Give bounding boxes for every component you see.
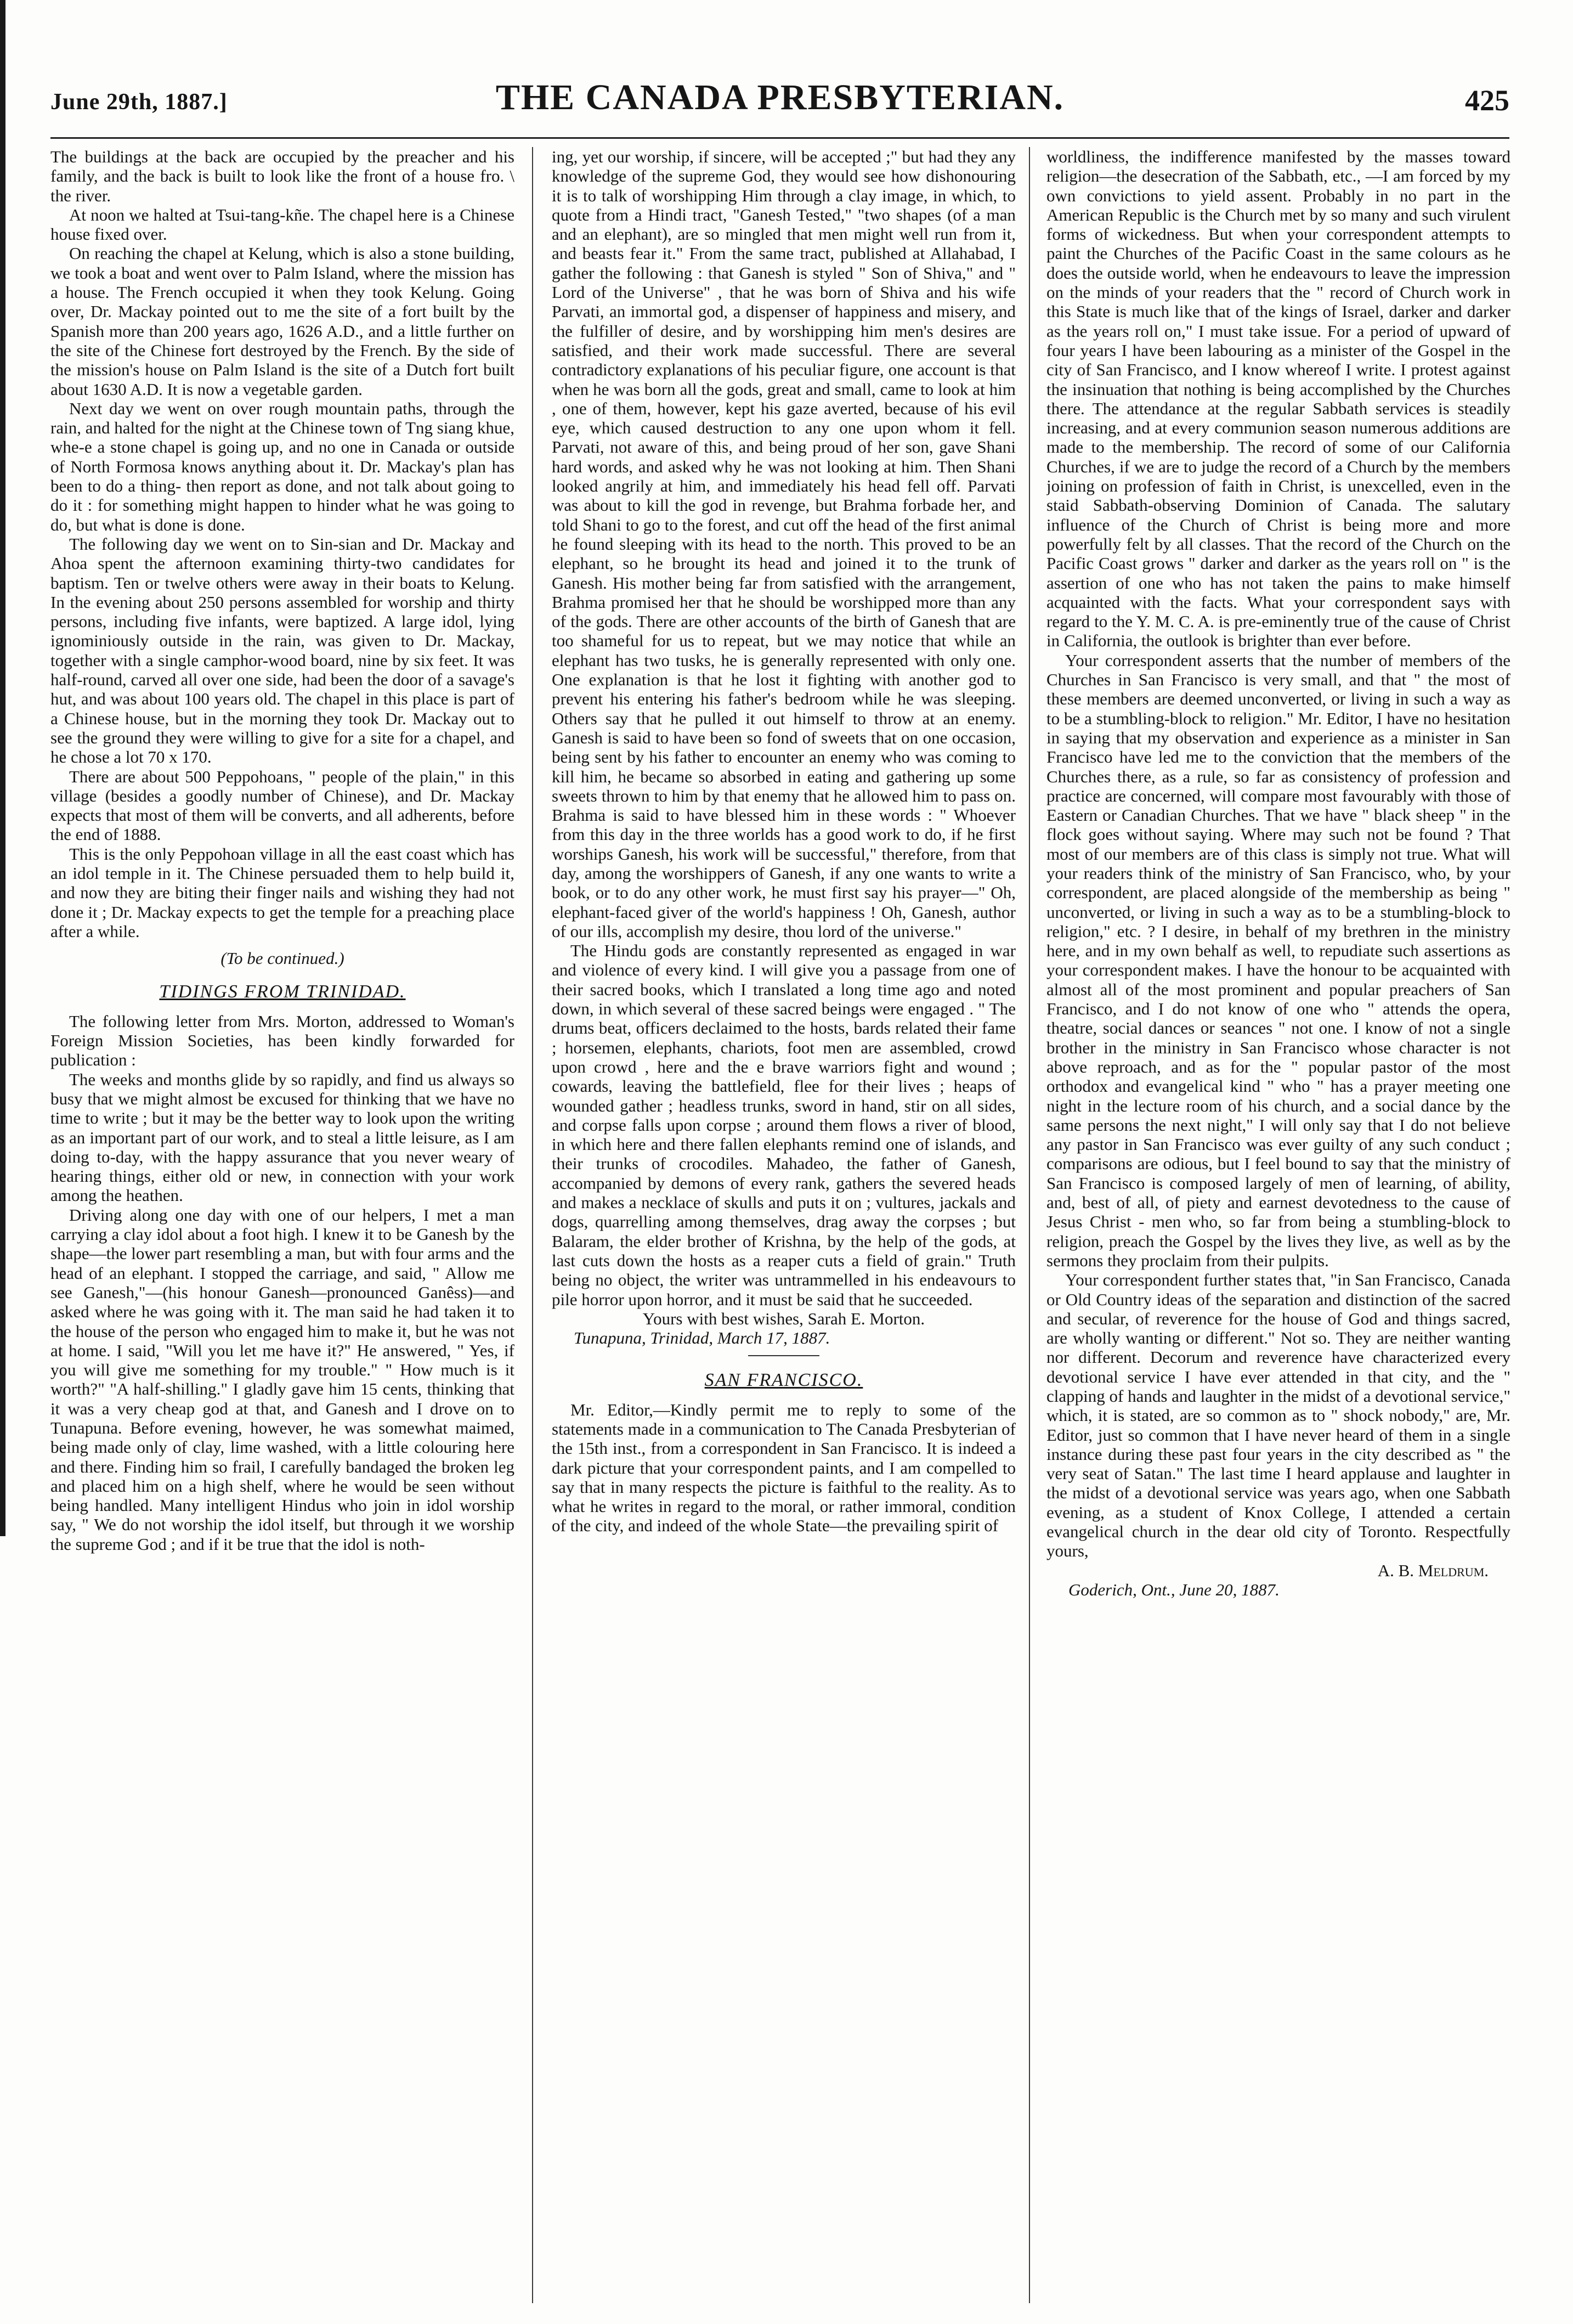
paragraph: Next day we went on over rough mountain paths, through the rain, and halted for the night at the Chinese town of Tng siang khue, whe-e a stone chapel is going up, and no one in Canada or outside of North Formosa knows anything about it. Dr. Mackay's plan has been to do a thing- then report as done, and not talk about going to do it : for something might happen to hinder what he was going to do, but what is done is done. [50, 398, 514, 534]
newspaper-title: THE CANADA PRESBYTERIAN. [495, 77, 1065, 117]
section-rule [748, 1355, 819, 1356]
paragraph: The following day we went on to Sin-sian and Dr. Mackay and Ahoa spent the afternoon examining thirty-two candidates for baptism. Ten or twelve others were away in their boats to Kelung. In the evening about 250 persons assembled for worship and thirty persons, including five infants, were baptized. A large idol, lying ignominiously outside in the rain, was given to Dr. Mackay, together with a single camphor-wood board, nine by six feet. It was half-round, carved all over one side, had been the door of a savage's hut, and was about 100 years old. The chapel in this place is part of a Chinese house, but in the morning they took Dr. Mackay out to see the ground they were willing to give for a site for a chapel, and he chose a lot 70 x 170. [50, 534, 514, 767]
paragraph: The Hindu gods are constantly represented as engaged in war and violence of every kind. I will give you a passage from one of their sacred books, which I translated a long time ago and noted down, in which several of these sacred beings were engaged . " The drums beat, officers declaimed to the hosts, bards related their fame ; horsemen, elephants, chariots, foot men are assembled, crowd upon crowd , here and the e brave warriors fight and wound ; cowards, leaving the battlefield, flee for their lives ; heaps of wounded gather ; headless trunks, sword in hand, stir on all sides, and corpse falls upon corpse ; around them flows a river of blood, in which here and there fallen elephants remind one of islands, and their trunks of crocodiles. Mahadeo, the father of Ganesh, accompanied by demons of every rank, gathers the severed heads and makes a necklace of skulls and puts it on ; vultures, jackals and dogs, quarrelling among themselves, drag away the corpses ; but Balaram, the elder brother of Krishna, by the help of the gods, at last cuts down the hosts as a reaper cuts a field of grain." Truth being no object, the writer was untrammelled in his endeavours to pile horror upon horror, and it must be said that he succeeded. [552, 941, 1016, 1309]
paragraph: Your correspondent asserts that the number of members of the Churches in San Francisco is very small, and that " the most of these members are deemed unconverted, or living in such a way as to be a stumbling-block to religion." Mr. Editor, I have no hesitation in saying that my observation and experience as a minister in San Francisco have led me to the conviction that the members of the Churches there, as a rule, so far as consistency of profession and practice are concerned, will compare most favourably with those of Eastern or Canadian Churches. That we have " black sheep " in the flock goes without saying. Where may such not be found ? That most of our members are of this class is simply not true. What will your readers think of the ministry of San Francisco, who, by your correspondent, are placed alongside of the membership as being " unconverted, or living in such a way as to be a stumbling-block to religion," etc. ? I desire, in behalf of my brethren in the ministry here, and in my own behalf as well, to repudiate such assertions as your correspondent makes. I have the honour to be acquainted with almost all of the most prominent and popular preachers of San Francisco, and I do not know of one who " attends the opera, theatre, social dances or seances " not one. I know of not a single brother in the ministry in San Francisco whose character is not above reproach, and as for the " popular pastor of the most orthodox and evangelical kind " who " has a prayer meeting one night in the lecture room of his church, and a social dance by the same persons the next night," I will only say that I do not believe any pastor in San Francisco was ever guilty of any such conduct ; comparisons are odious, but I feel bound to say that the ministry of San Francisco is composed largely of men of learning, of ability, and, best of all, of piety and earnest devotedness to the cause of Jesus Christ - men who, so far from being a stumbling-block to religion, preach the Gospel by the lives they live, as well as by the sermons they proclaim from their pulpits. [1046, 650, 1510, 1270]
column-3 [1046, 147, 1510, 2287]
article-heading-san-francisco: SAN FRANCISCO. [704, 1370, 863, 1391]
paragraph: This is the only Peppohoan village in all the east coast which has an idol temple in it. The Chinese persuaded them to help build it, and now they are biting their finger nails and wishing they had not done it ; Dr. Mackay expects to get the temple for a preaching place after a while. [50, 844, 514, 941]
paragraph: Mr. Editor,—Kindly permit me to reply to some of the statements made in a communication to The Canada Presbyterian of the 15th inst., from a correspondent in San Francisco. It is indeed a dark picture that your correspondent paints, and I am compelled to say that in many respects the picture is faithful to the reality. As to what he writes in regard to the moral, or rather immoral, condition of the city, and indeed of the whole State—the prevailing spirit of [552, 1400, 1016, 1536]
page-header [50, 71, 1509, 137]
paragraph: ing, yet our worship, if sincere, will be accepted ;" but had they any knowledge of the supreme God, they would see how dishonouring it is to talk of worshipping Him through a clay image, in which, to quote from a Hindi tract, "Ganesh Tested," "two shapes (of a man and an elephant), are so mingled that men might well run from it, and beasts fear it." From the same tract, published at Allahabad, I gather the following : that Ganesh is styled " Son of Shiva," and " Lord of the Universe" , that he was born of Shiva and his wife Parvati, an immortal god, a dispenser of happiness and misery, and the fulfiller of desire, and by worshipping him men's desires are satisfied, and their work made successful. There are several contradictory explanations of his peculiar figure, one account is that when he was born all the gods, great and small, came to look at him , one of them, however, kept his gaze averted, because of his evil eye, which caused destruction to any one upon whom it fell. Parvati, not aware of this, and being proud of her son, gave Shani hard words, and asked why he was not looking at him. Then Shani looked angrily at him, and immediately his head fell off. Parvati was about to kill the god in revenge, but Brahma forbade her, and told Shani to go to the forest, and cut off the head of the first animal he found sleeping with its head to the north. This proved to be an elephant, so he brought its head and joined it to the trunk of Ganesh. His mother being far from satisfied with the arrangement, Brahma promised her that he should be worshipped more than any of the gods. There are other accounts of the birth of Ganesh that are too shameful for us to repeat, but we may notice that while an elephant has two tusks, he is generally represented with only one. One explanation is that he lost it fighting with another god to prevent his entering his father's bedroom while he was sleeping. Others say that he pulled it out himself to throw at an enemy. Ganesh is said to have been so fond of sweets that on one occasion, being sent by his father to encounter an enemy who was coming to kill him, he became so absorbed in eating and gathering up some sweets thrown to him by that enemy that he allowed him to pass on. Brahma is said to have blessed him in these words : " Whoever from this day in the three worlds has a good work to do, if he first worships Ganesh, his work will be successful," therefore, from that day, among the worshippers of Ganesh, if any one wants to write a book, or to do any other work, he must first say his prayer—" Oh, elephant-faced giver of the world's happiness ! Oh, Ganesh, author of our ills, accomplish my desire, thou lord of the universe." [552, 147, 1016, 941]
paragraph: There are about 500 Peppohoans, " people of the plain," in this village (besides a goodly number of Chinese), and Dr. Mackay expects that most of them will be converts, and all adherents, before the end of 1888. [50, 766, 514, 844]
letter-place-date: Goderich, Ont., June 20, 1887. [1068, 1580, 1280, 1599]
paragraph: worldliness, the indifference manifested by the masses toward religion—the desecration of the Sabbath, etc., —I am forced by my own convictions to yield assent. Probably in no part in the American Republic is the Church met by so many and such virulent forms of wickedness. But when your correspondent attempts to paint the Churches of the Pacific Coast in the same colours as he does the outside world, when he endeavours to leave the impression on the minds of your readers that the " record of Church work in this State is much like that of the kings of Israel, darker and darker as the years roll on," I must take issue. For a period of upward of four years I have been labouring as a minister of the Gospel in the city of San Francisco, and I know whereof I write. I protest against the insinuation that nothing is being accomplished by the Churches there. The attendance at the regular Sabbath services is steadily increasing, and at every communion season numerous additions are made to the membership. The record of some of our California Churches, if we are to judge the record of a Church by the members joining on profession of faith in Christ, is unexcelled, even in the staid Sabbath-observing Dominion of Canada. The salutary influence of the Church of Christ is being more and more powerfully felt by all classes. That the record of the Church on the Pacific Coast grows " darker and darker as the years roll on " is the assertion of one who has not taken the pains to make himself acquainted with the facts. What your correspondent says with regard to the Y. M. C. A. is pre-eminently true of the cause of Christ in California, the outlook is brighter than ever before. [1046, 147, 1510, 651]
issue-date: June 29th, 1887.] [50, 89, 228, 115]
paragraph: Your correspondent further states that, "in San Francisco, Canada or Old Country ideas of the separation and distinction of the sacred and secular, of reverence for the house of God and things sacred, are wholly wanting or different." Not so. They are neither wanting nor different. Decorum and reverence have characterized every devotional service I have ever attended in that city, and the " clapping of hands and laughter in the midst of a devotional service," which, it is stated, are so common as to " shock nobody," are, Mr. Editor, just so common that I have never heard of them in a single instance during these past four years in the city described as " the very seat of Satan." The last time I heard applause and laughter in the midst of a devotional service was years ago, when one Sabbath evening, as a student of Knox College, I attended a certain evangelical church in the dear old city of Toronto. Respectfully yours, [1046, 1270, 1510, 1561]
paragraph: The buildings at the back are occupied by the preacher and his family, and the back is built to look like the front of a house fro. \ the river. [50, 147, 514, 205]
letter-place-date: Tunapuna, Trinidad, March 17, 1887. [574, 1328, 830, 1348]
column-divider [1029, 147, 1030, 2303]
column-divider [532, 147, 533, 2303]
letter-closing: Yours with best wishes, Sarah E. Morton. [642, 1308, 925, 1328]
paragraph: At noon we halted at Tsui-tang-kñe. The chapel here is a Chinese house fixed over. [50, 205, 514, 244]
paragraph: Driving along one day with one of our helpers, I met a man carrying a clay idol about a foot high. I knew it to be Ganesh by the shape—the lower part resembling a man, but with four arms and the head of an elephant. I stopped the carriage, and said, " Allow me see Ganesh,"—(his honour Ganesh—pronounced Ganêss)—and asked where he was going with it. The man said he had taken it to the house of the person who engaged him to make it, but he was not at home. I said, "Will you let me have it?" He answered, " Yes, if you will give me something for my trouble." " How much is it worth?" "A half-shilling." I gladly gave him 15 cents, thinking that it was a very cheap god at that, and Ganesh and I drove on to Tunapuna. Before evening, however, he was somewhat maimed, being made only of clay, lime washed, with a little colouring here and there. Finding him so frail, I carefully bandaged the broken leg and placed him on a high shelf, where he would be seen without being handled. Many intelligent Hindus who join in idol worship say, " We do not worship the idol itself, but through it we worship the supreme God ; and if it be true that the idol is noth- [50, 1205, 514, 1554]
column-2 [552, 147, 1016, 2287]
paragraph: The following letter from Mrs. Morton, addressed to Woman's Foreign Mission Societies, has been kindly forwarded for publication : [50, 1011, 514, 1070]
paragraph: On reaching the chapel at Kelung, which is also a stone building, we took a boat and went over to Palm Island, where the mission has a house. The French occupied it when they took Kelung. Going over, Dr. Mackay pointed out to me the site of a fort built by the Spanish more than 200 years ago, 1626 A.D., and a little further on the site of the Chinese fort destroyed by the French. By the side of the mission's house on Palm Island is the site of a Dutch fort built about 1630 A.D. It is now a vegetable garden. [50, 244, 514, 399]
column-1 [50, 147, 514, 2287]
page-number: 425 [1465, 84, 1509, 117]
to-be-continued: (To be continued.) [220, 949, 344, 968]
paragraph: The weeks and months glide by so rapidly, and find us always so busy that we might almost be excused for thinking that we have no time to write ; but it may be the better way to look upon the writing as an important part of our work, and to steal a little leisure, as I am doing to-day, with the happy assurance that you never weary of hearing things, either old or new, in connection with your work among the heathen. [50, 1069, 514, 1205]
scan-edge-mark [0, 0, 5, 1536]
header-rule [50, 137, 1509, 139]
letter-signature: A. B. Meldrum. [1377, 1560, 1489, 1580]
article-heading-trinidad: TIDINGS FROM TRINIDAD. [159, 982, 406, 1002]
